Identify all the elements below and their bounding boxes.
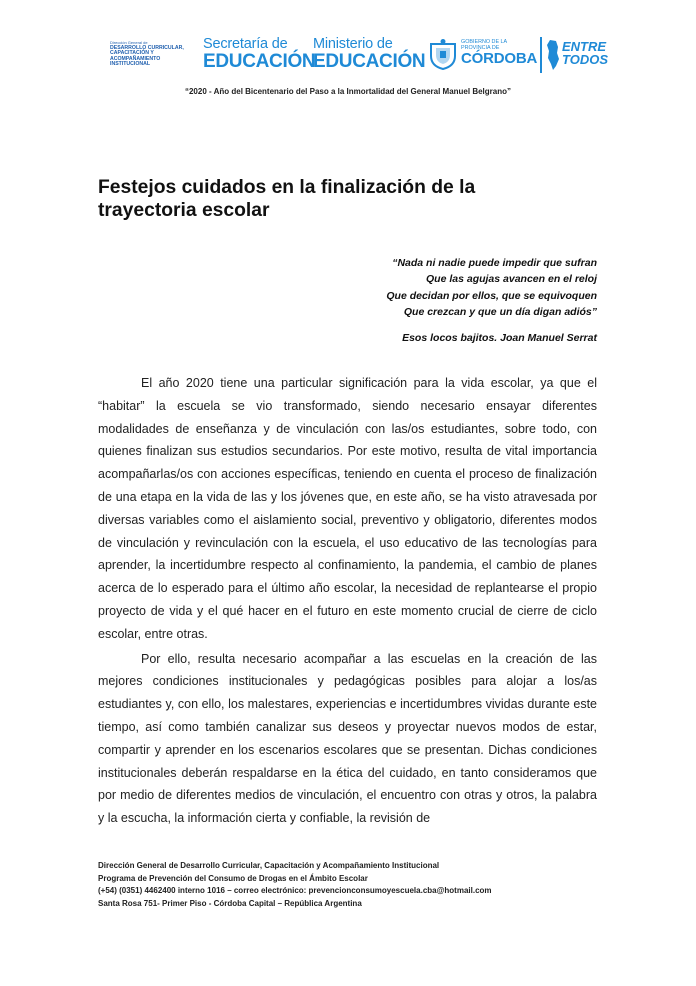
entre-line1: ENTRE	[562, 39, 607, 54]
body-paragraph: Por ello, resulta necesario acompañar a las escuelas en la creación de las mejores condiciones institucionales y pedagógicas posibles para alojar a los/as estudiantes y, con ello, los malestares, experiencias e incertidumbres vividas durante este tiempo, así como también canalizar sus deseos y proyectar nuevos modos de estar, compartir y aprender en los escenarios escolares que se presentan. Dichas condiciones institucionales deberán respaldarse en la ética del cuidado, en tanto consideramos que por medio de diferentes medios de vinculación, el encuentro con otras y otros, la palabra y la escucha, la información cierta y confiable, la revisión de	[98, 651, 597, 826]
logo-divider	[540, 37, 542, 73]
dg-logo-small: Dirección General de	[110, 40, 148, 45]
entre-todos-text	[562, 40, 608, 66]
header-logos	[110, 37, 610, 77]
ministerio-line1: Ministerio de	[313, 36, 393, 52]
epigraph-line: Que decidan por ellos, que se equivoquen	[386, 289, 597, 302]
document-footer	[98, 860, 598, 910]
secretaria-line1: Secretaría de	[203, 36, 288, 52]
dg-logo-line: ACOMPAÑAMIENTO	[110, 55, 161, 62]
ministerio-line2: EDUCACIÓN	[313, 51, 426, 72]
gobierno-text	[461, 40, 537, 66]
footer-line: (+54) (0351) 4462400 interno 1016 – correo electrónico: prevencionconsumoyescuela.cba@hotmail.com	[98, 886, 492, 896]
footer-line: Dirección General de Desarrollo Curricular, Capacitación y Acompañamiento Institucional	[98, 861, 440, 870]
entre-todos-logo	[540, 37, 610, 73]
secretaria-line2: EDUCACIÓN	[203, 51, 316, 72]
document-title: Festejos cuidados en la finalización de la trayectoria escolar	[98, 177, 476, 221]
dg-logo-line: DESARROLLO CURRICULAR,	[110, 44, 184, 51]
gobierno-cordoba-logo	[428, 37, 538, 73]
gobierno-line3: CÓRDOBA	[461, 50, 538, 68]
footer-line: Santa Rosa 751- Primer Piso - Córdoba Capital – República Argentina	[98, 898, 362, 908]
dg-logo-line: CAPACITACIÓN Y	[110, 50, 154, 57]
secretaria-educacion-logo	[203, 37, 315, 71]
dg-curricular-logo	[110, 40, 190, 68]
ministerio-educacion-logo	[313, 37, 425, 71]
header-motto: “2020 - Año del Bicentenario del Paso a la Inmortalidad del General Manuel Belgrano”	[184, 87, 511, 96]
epigraph	[197, 255, 597, 321]
cordoba-crest-icon	[428, 38, 458, 70]
epigraph-line: “Nada ni nadie puede impedir que sufran	[392, 257, 597, 269]
body-text	[98, 372, 597, 832]
epigraph-line: Que crezcan y que un día digan adiós”	[403, 306, 597, 319]
epigraph-line: Que las agujas avancen en el reloj	[426, 273, 597, 286]
cordoba-map-icon	[546, 39, 560, 71]
gobierno-line1: GOBIERNO DE LA	[461, 39, 508, 45]
epigraph-author: Esos locos bajitos. Joan Manuel Serrat	[402, 332, 597, 344]
gobierno-line2: PROVINCIA DE	[461, 44, 500, 51]
dg-logo-line: INSTITUCIONAL	[110, 61, 151, 68]
entre-line2: TODOS	[562, 52, 608, 67]
footer-line: Programa de Prevención del Consumo de Drogas en el Ámbito Escolar	[98, 873, 368, 883]
body-paragraph: El año 2020 tiene una particular significación para la vida escolar, ya que el “habitar” la escuela se vio transformado, siendo necesario ensayar diferentes modalidades de enseñanza y de vinculación con las/os estudiantes, sobre todo, con quienes finalizan sus estudios secundarios. Por este motivo, resulta de vital importancia acompañarlas/os con acciones específicas, teniendo en cuenta el proceso de finalización de una etapa en la vida de las y los jóvenes que, en este año, se ha visto atravesada por diversas variables como el aislamiento social, preventivo y obligatorio, diferentes modos de vinculación y revinculación con la escuela, el uso educativo de las tecnologías para aprender, la incertidumbre respecto al confinamiento, la pandemia, el cambio de planes acerca de lo esperado para el último año escolar, la necesidad de replantearse el propio proyecto de vida y el qué hacer en el futuro en este momento crucial de cierre de ciclo escolar, entre otras.	[98, 376, 597, 641]
